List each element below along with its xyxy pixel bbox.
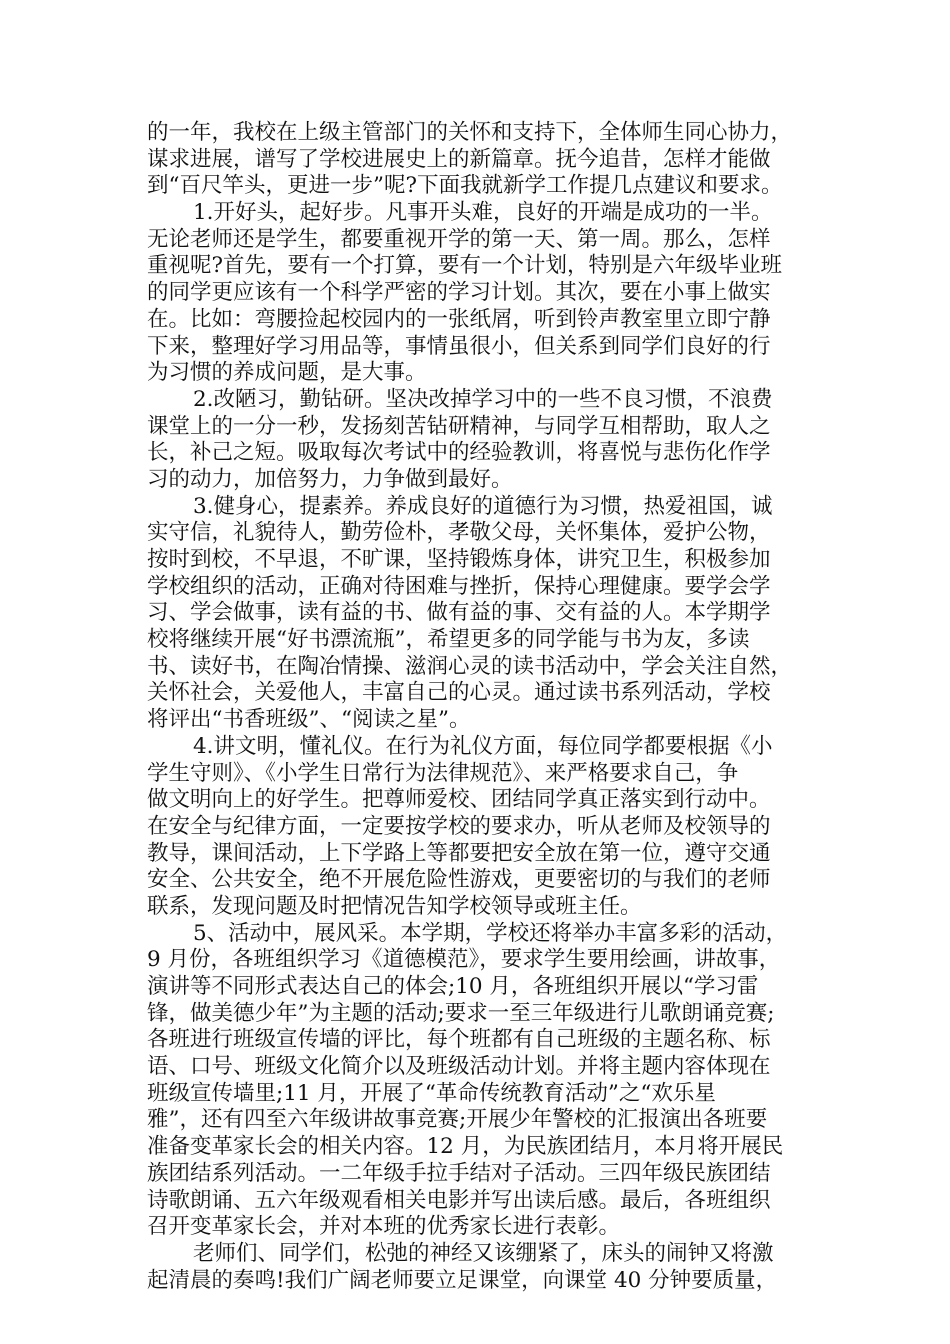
text-line: 9 月份，各班组织学习《道德模范》，要求学生要用绘画，讲故事， [147,947,781,973]
text-line: 学校组织的活动，正确对待困难与挫折，保持心理健康。要学会学 [147,573,771,599]
text-line: 3.健身心，提素养。养成良好的道德行为习惯，热爱祖国，诚 [193,493,773,519]
text-line: 校将继续开展“好书漂流瓶”，希望更多的同学能与书为友，多读 [147,627,750,653]
text-line: 的一年，我校在上级主管部门的关怀和支持下，全体师生同心协力， [147,120,793,145]
text-line: 将评出“书香班级”、“阅读之星”。 [147,707,471,733]
text-line: 雅”，还有四至六年级讲故事竞赛;开展少年警校的汇报演出各班要 [147,1107,768,1133]
text-line: 各班进行班级宣传墙的评比，每个班都有自己班级的主题名称、标 [147,1027,771,1053]
text-line: 4.讲文明，懂礼仪。在行为礼仪方面，每位同学都要根据《小 [193,733,773,759]
text-line: 班级宣传墙里;11 月，开展了“革命传统教育活动”之“欢乐星 [147,1080,716,1106]
text-line: 在。比如：弯腰捡起校园内的一张纸屑，听到铃声教室里立即宁静 [147,306,771,332]
text-line: 下来，整理好学习用品等，事情虽很小，但关系到同学们良好的行 [147,333,771,359]
text-line: 1.开好头，起好步。凡事开头难，良好的开端是成功的一半。 [193,200,773,226]
text-line: 习、学会做事，读有益的书、做有益的事、交有益的人。本学期学 [147,600,771,626]
text-line: 到“百尺竿头，更进一步”呢?下面我就新学工作提几点建议和要求。 [147,173,783,199]
text-line: 关怀社会，关爱他人，丰富自己的心灵。通过读书系列活动，学校 [147,680,771,706]
text-line: 教导，课间活动，上下学路上等都要把安全放在第一位，遵守交通 [147,840,771,866]
text-line: 族团结系列活动。一二年级手拉手结对子活动。三四年级民族团结 [147,1160,771,1186]
text-line: 老师们、同学们，松弛的神经又该绷紧了，床头的闹钟又将激 [193,1240,774,1266]
text-line: 习的动力，加倍努力，力争做到最好。 [147,466,513,492]
text-line: 的同学更应该有一个科学严密的学习计划。其次，要在小事上做实 [147,280,771,306]
text-line: 安全、公共安全，绝不开展危险性游戏，更要密切的与我们的老师 [147,867,771,893]
text-line: 为习惯的养成问题，是大事。 [147,360,427,386]
document-body [147,120,837,1294]
text-line: 召开变革家长会，并对本班的优秀家长进行表彰。 [147,1214,621,1240]
text-line: 实守信，礼貌待人，勤劳俭朴，孝敬父母，关怀集体，爱护公物， [147,520,771,546]
text-line: 谋求进展，谱写了学校进展史上的新篇章。抚今追昔，怎样才能做 [147,146,771,172]
text-line: 语、口号、班级文化简介以及班级活动计划。并将主题内容体现在 [147,1054,771,1080]
text-line: 5、活动中，展风采。本学期，学校还将举办丰富多彩的活动， [193,920,788,946]
text-line: 联系，发现问题及时把情况告知学校领导或班主任。 [147,893,642,919]
text-line: 书、读好书，在陶冶情操、滋润心灵的读书活动中，学会关注自然， [147,653,793,679]
text-line: 演讲等不同形式表达自己的体会;10 月，各班组织开展以“学习雷 [147,974,759,999]
text-line: 无论老师还是学生，都要重视开学的第一天、第一周。那么，怎样 [147,226,771,252]
text-line: 课堂上的一分一秒，发扬刻苦钻研精神，与同学互相帮助，取人之 [147,413,771,439]
text-line: 在安全与纪律方面，一定要按学校的要求办，听从老师及校领导的 [147,813,771,839]
text-line: 学生守则》、《小学生日常行为法律规范》、来严格要求自己，争 [147,760,739,786]
text-line: 起清晨的奏鸣!我们广阔老师要立足课堂，向课堂 40 分钟要质量， [147,1267,778,1293]
text-line: 准备变革家长会的相关内容。12 月，为民族团结月，本月将开展民 [147,1134,784,1160]
text-line: 做文明向上的好学生。把尊师爱校、团结同学真正落实到行动中。 [147,787,771,813]
text-line: 2.改陋习，勤钻研。坚决改掉学习中的一些不良习惯，不浪费 [193,386,773,412]
text-line: 长，补己之短。吸取每次考试中的经验教训，将喜悦与悲伤化作学 [147,440,771,466]
text-line: 锋，做美德少年”为主题的活动;要求一至三年级进行儿歌朗诵竞赛; [147,1000,775,1026]
text-line: 按时到校，不早退，不旷课，坚持锻炼身体，讲究卫生，积极参加 [147,547,771,572]
text-line: 重视呢?首先，要有一个打算，要有一个计划，特别是六年级毕业班 [147,253,783,279]
text-line: 诗歌朗诵、五六年级观看相关电影并写出读后感。最后，各班组织 [147,1187,771,1213]
